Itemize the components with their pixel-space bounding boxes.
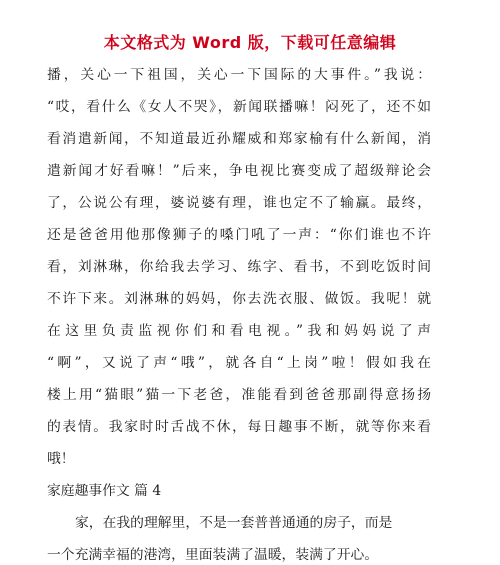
- body-line: 不许下来。刘淋琳的妈妈，你去洗衣服、做饭。我呢！就: [47, 291, 431, 307]
- body-line: 看消遣新闻，不知道最近孙耀威和郑家榆有什么新闻，消: [47, 131, 431, 147]
- paragraph-line: 家，在我的理解里，不是一套普普通通的房子，而是: [75, 515, 393, 531]
- body-line: 了，公说公有理，婆说婆有理，谁也定不了输赢。最终，: [47, 195, 431, 211]
- body-line: 播，关心一下祖国，关心一下国际的大事件。”我说：: [47, 67, 431, 83]
- body-line: “啊”，又说了声“哦”，就各自“上岗”啦！假如我在: [47, 355, 431, 371]
- body-line: 楼上用“猫眼”猫一下老爸，准能看到爸爸那副得意扬扬: [47, 387, 431, 403]
- body-line: 的表情。我家时时舌战不休，每日趣事不断，就等你来看: [47, 419, 431, 435]
- body-line: 哦！: [47, 451, 75, 467]
- body-line: 还是爸爸用他那像狮子的嗓门吼了一声：“你们谁也不许: [47, 227, 431, 243]
- body-line: 在这里负责监视你们和看电视。”我和妈妈说了声: [47, 323, 431, 339]
- body-line: 遣新闻才好看嘛！”后来，争电视比赛变成了超级辩论会: [47, 163, 431, 179]
- section-heading: 家庭趣事作文 篇 4: [47, 483, 162, 499]
- document-banner: 本文格式为 Word 版，下载可任意编辑: [103, 33, 397, 52]
- body-line: 看，刘淋琳，你给我去学习、练字、看书，不到吃饭时间: [47, 259, 431, 275]
- body-line: “哎，看什么《女人不哭》，新闻联播嘛！闷死了，还不如: [47, 99, 431, 115]
- paragraph-line: 一个充满幸福的港湾，里面装满了温暖，装满了开心。: [47, 547, 379, 563]
